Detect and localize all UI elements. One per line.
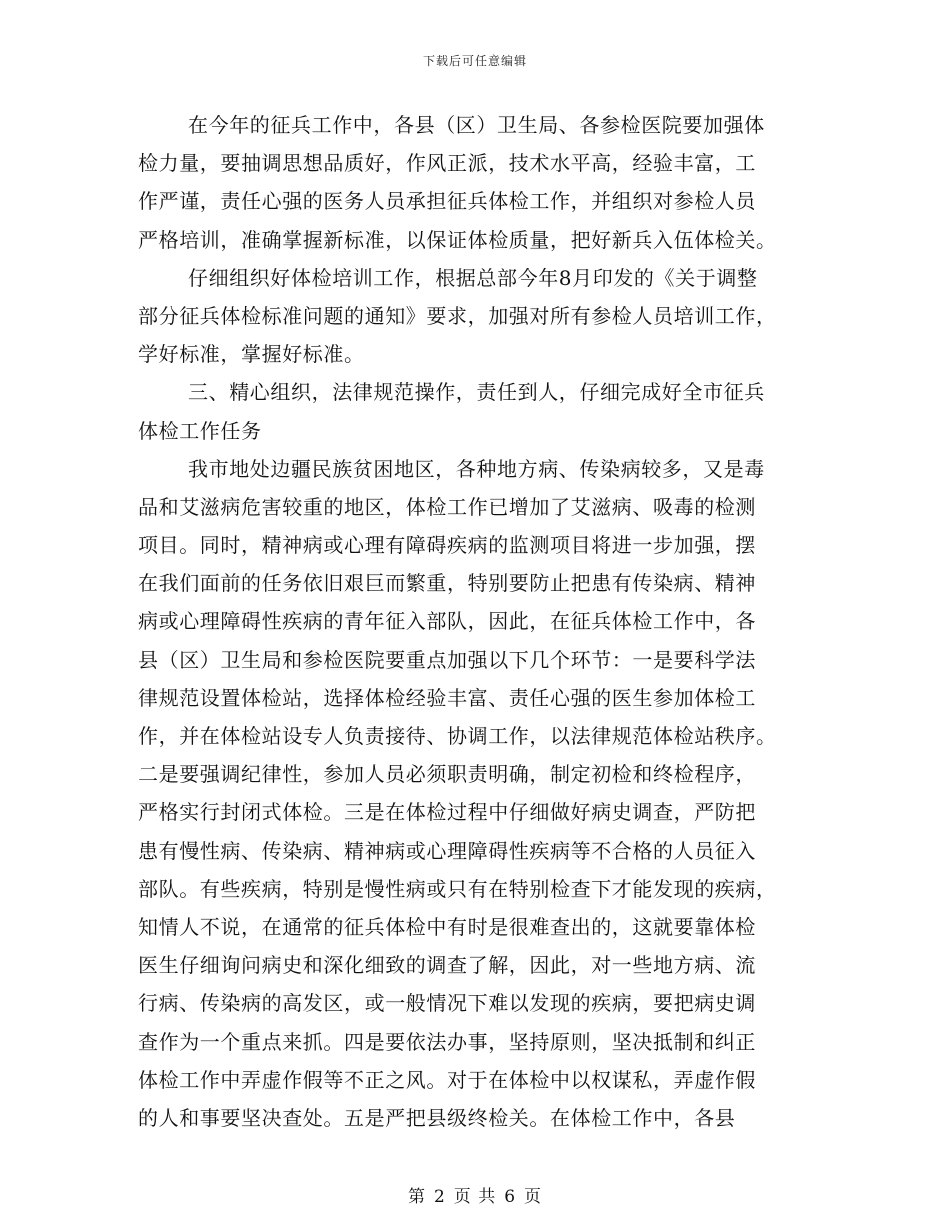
text-line: 查作为一个重点来抓。四是要依法办事，坚持原则，坚决抵制和纠正 — [138, 1029, 756, 1054]
text-line: 学好标准，掌握好标准。 — [138, 342, 365, 367]
text-line: 在今年的征兵工作中，各县（区）卫生局、各参检医院要加强体 — [188, 113, 765, 137]
current-page-number: 2 — [433, 1187, 446, 1207]
page-header: 下载后可任意编辑 — [422, 54, 527, 68]
text-line: 品和艾滋病危害较重的地区，体检工作已增加了艾滋病、吸毒的检测 — [138, 494, 756, 519]
document-body — [138, 106, 808, 1137]
text-line: 医生仔细询问病史和深化细致的调查了解，因此，对一些地方病、流 — [138, 953, 756, 978]
text-line: 的人和事要坚决查处。五是严把县级终检关。在体检工作中，各县 — [138, 1105, 736, 1130]
footer-suffix: 页 — [524, 1187, 543, 1207]
text-line: 律规范设置体检站，选择体检经验丰富、责任心强的医生参加体检工 — [138, 685, 756, 710]
page-footer — [0, 1182, 950, 1207]
text-line: 在我们面前的任务依旧艰巨而繁重，特别要防止把患有传染病、精神 — [138, 571, 756, 596]
section-heading-line: 体检工作任务 — [138, 418, 262, 443]
total-page-count: 6 — [504, 1187, 517, 1207]
text-line: 检力量，要抽调思想品质好，作风正派，技术水平高，经验丰富，工 — [138, 151, 756, 176]
text-line: 部队。有些疾病，特别是慢性病或只有在特别检查下才能发现的疾病， — [138, 876, 777, 901]
text-line: 项目。同时，精神病或心理有障碍疾病的监测项目将进一步加强，摆 — [138, 533, 756, 558]
section-heading-line: 三、精心组织，法律规范操作，责任到人，仔细完成好全市征兵 — [188, 380, 765, 405]
text-line: 部分征兵体检标准问题的通知》要求，加强对所有参检人员培训工作， — [138, 303, 777, 328]
text-line: 作，并在体检站设专人负责接待、协调工作，以法律规范体检站秩序。 — [138, 724, 777, 748]
footer-prefix: 第 — [407, 1187, 426, 1207]
text-line: 患有慢性病、传染病、精神病或心理障碍性疾病等不合格的人员征入 — [138, 838, 756, 863]
text-line: 县（区）卫生局和参检医院要重点加强以下几个环节：一是要科学法 — [138, 647, 756, 672]
text-line: 知情人不说，在通常的征兵体检中有时是很难查出的，这就要靠体检 — [138, 914, 756, 939]
text-line: 二是要强调纪律性，参加人员必须职责明确，制定初检和终检程序， — [138, 762, 756, 787]
text-line: 体检工作中弄虚作假等不正之风。对于在体检中以权谋私，弄虚作假 — [138, 1067, 756, 1092]
text-line: 病或心理障碍性疾病的青年征入部队，因此，在征兵体检工作中，各 — [138, 609, 756, 634]
text-line: 我市地处边疆民族贫困地区，各种地方病、传染病较多，又是毒 — [188, 456, 765, 481]
text-line: 仔细组织好体检培训工作，根据总部今年8月印发的《关于调整 — [188, 265, 758, 290]
text-line: 行病、传染病的高发区，或一般情况下难以发现的疾病，要把病史调 — [138, 991, 756, 1016]
text-line: 严格实行封闭式体检。三是在体检过程中仔细做好病史调查，严防把 — [138, 800, 756, 825]
text-line: 作严谨，责任心强的医务人员承担征兵体检工作，并组织对参检人员 — [138, 189, 756, 214]
footer-middle: 页 共 — [453, 1187, 497, 1207]
text-line: 严格培训，准确掌握新标准，以保证体检质量，把好新兵入伍体检关。 — [138, 227, 777, 252]
